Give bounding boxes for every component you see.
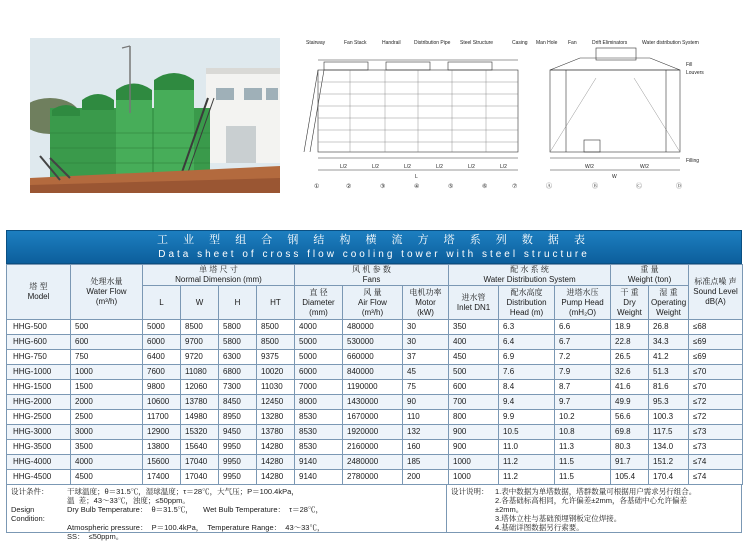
axis-marker: Ⓒ (636, 184, 643, 190)
value-cell: 6.9 (499, 350, 555, 365)
value-cell: 75 (403, 380, 449, 395)
model-cell: HHG-2500 (7, 410, 71, 425)
table-row (7, 380, 743, 395)
value-cell: 41.6 (611, 380, 649, 395)
value-cell: ≤69 (689, 335, 743, 350)
value-cell: 4500 (71, 470, 143, 485)
value-cell: 14280 (257, 455, 295, 470)
axis-marker: ③ (380, 184, 386, 190)
value-cell: ≤73 (689, 425, 743, 440)
model-cell: HHG-1000 (7, 365, 71, 380)
value-cell: 17400 (143, 470, 181, 485)
dim-label: L/2 (500, 164, 507, 170)
value-cell: 8530 (295, 410, 343, 425)
value-cell: ≤74 (689, 470, 743, 485)
value-cell: 7.6 (499, 365, 555, 380)
value-cell: 7000 (295, 380, 343, 395)
header-w: W (181, 286, 219, 320)
value-cell: 95.3 (649, 395, 689, 410)
model-cell: HHG-3000 (7, 425, 71, 440)
header-dimension-group: 单 塔 尺 寸 Normal Dimension (mm) (143, 265, 295, 286)
value-cell: 2000 (71, 395, 143, 410)
value-cell: 7.9 (555, 365, 611, 380)
value-cell: 9720 (181, 350, 219, 365)
dim-label: L/2 (436, 164, 443, 170)
value-cell: 350 (449, 320, 499, 335)
value-cell: 41.2 (649, 350, 689, 365)
value-cell: 9.7 (555, 395, 611, 410)
axis-marker: ⑤ (448, 184, 454, 190)
dim-label: L/2 (468, 164, 475, 170)
value-cell: 2500 (71, 410, 143, 425)
value-cell: 18.9 (611, 320, 649, 335)
value-cell: 13280 (257, 410, 295, 425)
header-inlet: 进水管 Inlet DN1 (449, 286, 499, 320)
axis-marker: ④ (414, 184, 420, 190)
value-cell: 10020 (257, 365, 295, 380)
value-cell: 900 (449, 425, 499, 440)
value-cell: 9950 (219, 470, 257, 485)
value-cell: 4000 (71, 455, 143, 470)
value-cell: 10600 (143, 395, 181, 410)
value-cell: 1000 (449, 470, 499, 485)
value-cell: ≤70 (689, 365, 743, 380)
value-cell: 11080 (181, 365, 219, 380)
value-cell: 110 (403, 410, 449, 425)
value-cell: 11700 (143, 410, 181, 425)
value-cell: 11.2 (499, 470, 555, 485)
value-cell: 8950 (219, 410, 257, 425)
design-notes (447, 485, 741, 532)
axis-marker: ② (346, 184, 352, 190)
value-cell: 5800 (219, 335, 257, 350)
dim-label: L/2 (404, 164, 411, 170)
value-cell: ≤72 (689, 395, 743, 410)
value-cell: 10.5 (499, 425, 555, 440)
tower-structure-drawing (300, 30, 705, 195)
value-cell: 450 (449, 350, 499, 365)
model-cell: HHG-750 (7, 350, 71, 365)
dim-label: W (612, 174, 617, 180)
table-row (7, 470, 743, 485)
value-cell: 9140 (295, 455, 343, 470)
value-cell: 11.5 (555, 455, 611, 470)
header-sound-level: 标准点噪 声 Sound Level dB(A) (689, 265, 743, 320)
value-cell: 700 (449, 395, 499, 410)
value-cell: 8530 (295, 440, 343, 455)
header-l: L (143, 286, 181, 320)
dim-label: W/2 (585, 164, 594, 170)
value-cell: 134.0 (649, 440, 689, 455)
value-cell: 200 (403, 470, 449, 485)
value-cell: 32.6 (611, 365, 649, 380)
value-cell: 8.4 (499, 380, 555, 395)
value-cell: ≤73 (689, 440, 743, 455)
value-cell: 1000 (71, 365, 143, 380)
label-water-distribution: Water distribution System (642, 40, 699, 46)
value-cell: 11.3 (555, 440, 611, 455)
value-cell: 30 (403, 320, 449, 335)
value-cell: 37 (403, 350, 449, 365)
header-air-flow: 风 量 Air Flow (m³/h) (343, 286, 403, 320)
value-cell: 26.8 (649, 320, 689, 335)
header-water-flow: 处理水量 Water Flow (m³/h) (71, 265, 143, 320)
label-man-hole: Man Hole (536, 40, 558, 46)
axis-marker: Ⓓ (676, 184, 683, 190)
value-cell: 8500 (257, 335, 295, 350)
value-cell: 117.5 (649, 425, 689, 440)
notes-en-line: SS： ≤50ppm。 (67, 532, 124, 541)
header-dry-weight: 干 重 Dry Weight (611, 286, 649, 320)
value-cell: 530000 (343, 335, 403, 350)
value-cell: 160 (403, 440, 449, 455)
value-cell: 6300 (219, 350, 257, 365)
spec-table-body (7, 320, 743, 485)
value-cell: 6000 (295, 365, 343, 380)
value-cell: 11.2 (499, 455, 555, 470)
value-cell: 12900 (143, 425, 181, 440)
notes-en-line: Atmospheric pressure： P＝100.4kPa， Temperature Range： 43～33℃， (67, 523, 325, 532)
value-cell: 15640 (181, 440, 219, 455)
axis-marker: Ⓐ (546, 184, 553, 190)
model-cell: HHG-4500 (7, 470, 71, 485)
value-cell: 11030 (257, 380, 295, 395)
value-cell: ≤68 (689, 320, 743, 335)
value-cell: 6.3 (499, 320, 555, 335)
dim-label: L (415, 174, 418, 180)
value-cell: 9700 (181, 335, 219, 350)
axis-marker: ① (314, 184, 320, 190)
header-fans-group: 风 机 参 数 Fans (295, 265, 449, 286)
label-stairway: Stairway (306, 40, 326, 46)
value-cell: 170.4 (649, 470, 689, 485)
value-cell: 5000 (295, 335, 343, 350)
value-cell: 10.2 (555, 410, 611, 425)
value-cell: 800 (449, 410, 499, 425)
value-cell: 8000 (295, 395, 343, 410)
value-cell: 17040 (181, 470, 219, 485)
label-handrail: Handrail (382, 40, 401, 46)
value-cell: ≤72 (689, 410, 743, 425)
model-cell: HHG-3500 (7, 440, 71, 455)
header-model: 塔 型 Model (7, 265, 71, 320)
note-item: ±2mm。 (495, 505, 524, 514)
value-cell: 840000 (343, 365, 403, 380)
value-cell: 8500 (181, 320, 219, 335)
header-water-distribution-group: 配 水 系 统 Water Distribution System (449, 265, 611, 286)
table-row (7, 410, 743, 425)
value-cell: 5800 (219, 320, 257, 335)
label-distribution-pipe: Distribution Pipe (414, 40, 451, 46)
note-item: 1.表中数据为单塔数据，塔群数量可根据用户需求另行组合。 (495, 487, 697, 496)
value-cell: 9.4 (499, 395, 555, 410)
value-cell: 51.3 (649, 365, 689, 380)
label-louvers: Louvers (686, 70, 704, 76)
label-fan: Fan (568, 40, 577, 46)
data-sheet (6, 230, 742, 541)
value-cell: 45 (403, 365, 449, 380)
notes-cn-line: 温 差；43～33℃，浊度；≤50ppm。 (67, 496, 190, 505)
value-cell: 13800 (143, 440, 181, 455)
value-cell: 2480000 (343, 455, 403, 470)
value-cell: 1190000 (343, 380, 403, 395)
label-casing: Casing (512, 40, 528, 46)
value-cell: 80.3 (611, 440, 649, 455)
spec-table (6, 264, 743, 485)
table-row (7, 335, 743, 350)
value-cell: 90 (403, 395, 449, 410)
table-title-en: Data sheet of cross flow cooling tower with steel structure (158, 249, 590, 260)
value-cell: 91.7 (611, 455, 649, 470)
value-cell: 3500 (71, 440, 143, 455)
note-item: 2.各基础标高相同，允许偏差±2mm，各基础中心允许偏差 (495, 496, 688, 505)
value-cell: 7300 (219, 380, 257, 395)
table-title-band (6, 230, 742, 264)
model-cell: HHG-1500 (7, 380, 71, 395)
label-steel-structure: Steel Structure (460, 40, 494, 46)
label-filling: Filling (686, 158, 700, 164)
value-cell: 6800 (219, 365, 257, 380)
table-row (7, 365, 743, 380)
value-cell: 22.8 (611, 335, 649, 350)
value-cell: 7600 (143, 365, 181, 380)
value-cell: 69.8 (611, 425, 649, 440)
value-cell: 9950 (219, 455, 257, 470)
cooling-tower-photo (30, 38, 280, 193)
value-cell: 480000 (343, 320, 403, 335)
value-cell: 9950 (219, 440, 257, 455)
value-cell: 1920000 (343, 425, 403, 440)
header-pump-head: 进塔水压 Pump Head (mH₂O) (555, 286, 611, 320)
table-row (7, 320, 743, 335)
table-row (7, 425, 743, 440)
model-cell: HHG-500 (7, 320, 71, 335)
value-cell: 6.6 (555, 320, 611, 335)
value-cell: 34.3 (649, 335, 689, 350)
value-cell: 151.2 (649, 455, 689, 470)
value-cell: 1500 (71, 380, 143, 395)
value-cell: 600 (449, 380, 499, 395)
value-cell: 10.8 (555, 425, 611, 440)
value-cell: 1670000 (343, 410, 403, 425)
note-item: 4.基础详图数据另行索要。 (495, 523, 584, 532)
label-fan-stack: Fan Stack (344, 40, 367, 46)
value-cell: 2160000 (343, 440, 403, 455)
dim-label: W/2 (640, 164, 649, 170)
value-cell: 8450 (219, 395, 257, 410)
value-cell: 13780 (257, 425, 295, 440)
value-cell: 6400 (143, 350, 181, 365)
value-cell: ≤69 (689, 350, 743, 365)
notes-cn-key: 设计条件： (11, 487, 49, 496)
notes-r-key: 设计说明： (451, 487, 489, 496)
value-cell: 900 (449, 440, 499, 455)
value-cell: 13780 (181, 395, 219, 410)
value-cell: 1430000 (343, 395, 403, 410)
header-distribution-head: 配水高度 Distribution Head (m) (499, 286, 555, 320)
value-cell: 105.4 (611, 470, 649, 485)
value-cell: 30 (403, 335, 449, 350)
value-cell: 12060 (181, 380, 219, 395)
design-conditions (7, 485, 447, 541)
table-row (7, 350, 743, 365)
value-cell: 3000 (71, 425, 143, 440)
value-cell: 15320 (181, 425, 219, 440)
value-cell: 6.4 (499, 335, 555, 350)
value-cell: 9375 (257, 350, 295, 365)
model-cell: HHG-600 (7, 335, 71, 350)
value-cell: 7.2 (555, 350, 611, 365)
value-cell: 750 (71, 350, 143, 365)
header-fan-diameter: 直 径 Diameter (mm) (295, 286, 343, 320)
value-cell: 12450 (257, 395, 295, 410)
table-row (7, 455, 743, 470)
value-cell: 2780000 (343, 470, 403, 485)
axis-marker: ⑥ (482, 184, 488, 190)
value-cell: 9.9 (499, 410, 555, 425)
value-cell: 5000 (295, 350, 343, 365)
value-cell: 11.0 (499, 440, 555, 455)
value-cell: 14280 (257, 470, 295, 485)
value-cell: 81.6 (649, 380, 689, 395)
value-cell: 17040 (181, 455, 219, 470)
header-h: H (219, 286, 257, 320)
dim-label: L/2 (372, 164, 379, 170)
value-cell: 660000 (343, 350, 403, 365)
label-drift-eliminators: Drift Eliminators (592, 40, 628, 46)
value-cell: 14980 (181, 410, 219, 425)
notes-en-line: Dry Bulb Temperature： θ＝31.5℃， Wet Bulb Temperature： τ＝28℃， (67, 505, 323, 514)
value-cell: 49.9 (611, 395, 649, 410)
value-cell: 8500 (257, 320, 295, 335)
model-cell: HHG-2000 (7, 395, 71, 410)
value-cell: 100.3 (649, 410, 689, 425)
header-weight-group: 重 量 Weight (ton) (611, 265, 689, 286)
axis-marker: Ⓑ (592, 184, 599, 190)
value-cell: 5000 (143, 320, 181, 335)
model-cell: HHG-4000 (7, 455, 71, 470)
value-cell: 9800 (143, 380, 181, 395)
header-operating-weight: 湿 重 Operating Weight (649, 286, 689, 320)
value-cell: 6000 (143, 335, 181, 350)
note-item: 3.塔体立柱与基础预埋钢板定位焊接。 (495, 514, 622, 523)
value-cell: 1000 (449, 455, 499, 470)
value-cell: 185 (403, 455, 449, 470)
table-row (7, 440, 743, 455)
notes-panel (6, 485, 742, 541)
value-cell: ≤74 (689, 455, 743, 470)
value-cell: 26.5 (611, 350, 649, 365)
value-cell: 14280 (257, 440, 295, 455)
value-cell: 15600 (143, 455, 181, 470)
value-cell: 56.6 (611, 410, 649, 425)
value-cell: 132 (403, 425, 449, 440)
value-cell: 8.7 (555, 380, 611, 395)
header-ht: HT (257, 286, 295, 320)
notes-cn-line: 干球温度；θ＝31.5℃，湿球温度；τ＝28℃，大气压；P＝100.4kPa， (67, 487, 299, 496)
axis-marker: ⑦ (512, 184, 518, 190)
value-cell: 6.7 (555, 335, 611, 350)
label-fill: Fill (686, 62, 693, 68)
value-cell: ≤70 (689, 380, 743, 395)
table-title-cn: 工 业 型 组 合 钢 结 构 横 流 方 塔 系 列 数 据 表 (157, 234, 591, 246)
value-cell: 8530 (295, 425, 343, 440)
header-motor: 电机功率 Motor (kW) (403, 286, 449, 320)
value-cell: 400 (449, 335, 499, 350)
notes-en-key: Design Condition: (11, 505, 45, 523)
value-cell: 500 (71, 320, 143, 335)
table-row (7, 395, 743, 410)
value-cell: 600 (71, 335, 143, 350)
value-cell: 11.5 (555, 470, 611, 485)
value-cell: 500 (449, 365, 499, 380)
value-cell: 4000 (295, 320, 343, 335)
dim-label: L/2 (340, 164, 347, 170)
value-cell: 9140 (295, 470, 343, 485)
value-cell: 9450 (219, 425, 257, 440)
